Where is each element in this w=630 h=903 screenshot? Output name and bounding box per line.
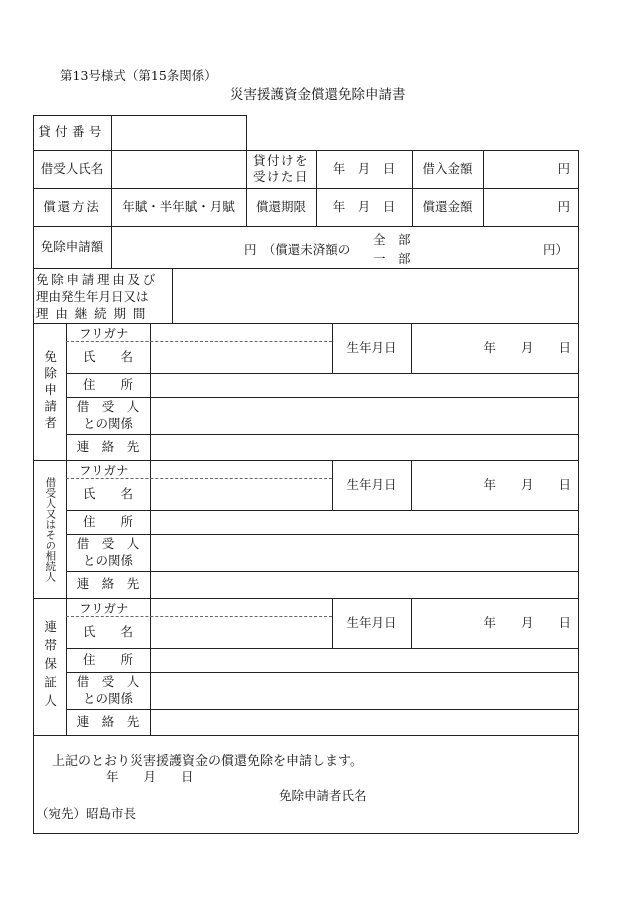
relation-label	[66, 397, 150, 434]
relation-line2: との関係	[82, 552, 133, 568]
repay-method-label: 償還方法	[43, 198, 101, 214]
exemption-amount-yen: 円 （償還未済額の	[244, 242, 351, 257]
birth-field[interactable]: 年 月 日	[483, 476, 571, 492]
repay-period-field[interactable]: 年 月 日	[332, 198, 396, 214]
exemption-all-option[interactable]: 全 部	[373, 232, 411, 247]
loan-date-label-line1: 貸付けを	[252, 152, 309, 168]
contact-label: 連 絡 先	[76, 438, 140, 454]
birth-field[interactable]: 年 月 日	[483, 614, 571, 630]
address-field[interactable]	[151, 374, 577, 396]
contact-field[interactable]	[151, 435, 577, 459]
relation-line2: との関係	[82, 415, 133, 431]
form-title: 災害援護資金償還免除申請書	[230, 87, 406, 103]
relation-line1: 借 受 人	[76, 674, 140, 690]
section-applicant-label	[33, 323, 66, 460]
application-statement: 上記のとおり災害援護資金の償還免除を申請します。	[52, 754, 363, 769]
repay-method-options[interactable]: 年賦・半年賦・月賦	[122, 198, 235, 214]
reason-line-1: 免除申請理由及び	[36, 272, 159, 287]
exemption-amount-close: 円）	[543, 242, 569, 257]
exemption-reason-field[interactable]	[173, 269, 577, 322]
borrower-name-field[interactable]	[112, 151, 245, 187]
name-field[interactable]	[151, 617, 331, 647]
repay-period-label: 償還期限	[255, 198, 306, 214]
section-heir-label	[33, 460, 66, 598]
relation-field[interactable]	[151, 673, 577, 708]
birth-label: 生年月日	[346, 476, 397, 492]
name-label: 氏 名	[82, 623, 133, 639]
section-guarantor-text: 連帯保証人	[42, 620, 58, 713]
relation-line1: 借 受 人	[76, 536, 140, 552]
furigana-label: フリガナ	[79, 326, 129, 341]
furigana-label: フリガナ	[79, 463, 129, 478]
loan-number-label: 貸付番号	[38, 124, 106, 140]
contact-field[interactable]	[151, 572, 577, 597]
borrowed-amount-yen: 円	[557, 160, 570, 176]
name-field[interactable]	[151, 479, 331, 509]
reason-line-3: 理由継続期間	[36, 306, 153, 321]
reason-line-2: 理由発生年月日又は	[36, 289, 149, 304]
birth-field[interactable]: 年 月 日	[483, 339, 571, 355]
birth-label: 生年月日	[346, 614, 397, 630]
section-guarantor-label	[33, 598, 66, 735]
repay-amount-label: 償還金額	[422, 198, 473, 214]
relation-line2: との関係	[82, 690, 133, 706]
address-label: 住 所	[82, 376, 133, 392]
contact-label: 連 絡 先	[76, 713, 140, 729]
section-applicant-text: 免除申請者	[42, 350, 58, 433]
address-label: 住 所	[82, 651, 133, 667]
furigana-label: フリガナ	[79, 601, 129, 616]
address-field[interactable]	[151, 649, 577, 671]
section-heir-text: 借受人又はその相続人	[44, 476, 57, 582]
address-field[interactable]	[151, 511, 577, 533]
address-label: 住 所	[82, 513, 133, 529]
loan-date-label-line2: 受けた日	[252, 169, 309, 184]
contact-label: 連 絡 先	[76, 576, 140, 592]
applicant-name-label: 免除申請者氏名	[279, 788, 367, 803]
loan-number-field[interactable]	[112, 116, 245, 149]
loan-date-field[interactable]: 年 月 日	[332, 160, 396, 176]
name-label: 氏 名	[82, 348, 133, 364]
contact-field[interactable]	[151, 710, 577, 734]
repay-amount-field[interactable]	[483, 188, 570, 226]
name-field[interactable]	[151, 342, 331, 372]
addressee: （宛先）昭島市長	[36, 806, 137, 821]
repay-amount-yen: 円	[557, 198, 570, 214]
form-number: 第13号様式（第15条関係）	[60, 68, 217, 83]
relation-field[interactable]	[151, 535, 577, 570]
relation-label	[66, 672, 150, 709]
birth-label: 生年月日	[346, 339, 397, 355]
relation-field[interactable]	[151, 398, 577, 433]
borrowed-amount-field[interactable]	[483, 150, 570, 188]
relation-line1: 借 受 人	[76, 399, 140, 415]
borrowed-amount-label: 借入金額	[422, 160, 473, 176]
application-date[interactable]: 年 月 日	[106, 769, 194, 784]
loan-date-label	[246, 150, 316, 188]
exemption-part-option[interactable]: 一 部	[373, 251, 411, 266]
relation-label	[66, 534, 150, 571]
exemption-reason-label	[36, 271, 158, 322]
borrower-name-label: 借受人氏名	[40, 160, 104, 176]
exemption-amount-label: 免除申請額	[40, 238, 104, 254]
name-label: 氏 名	[82, 485, 133, 501]
